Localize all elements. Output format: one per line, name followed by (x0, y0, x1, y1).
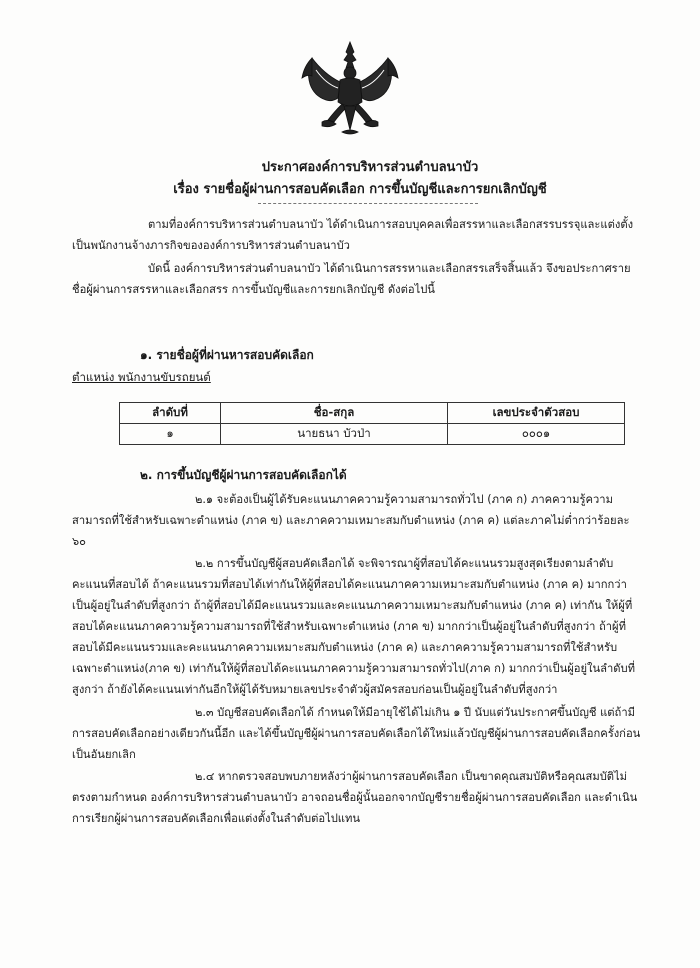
column-header-order: ลำดับที่ (120, 403, 221, 424)
table-header-row (120, 403, 625, 424)
intro-paragraph-2: บัดนี้ องค์การบริหารส่วนตำบลนาบัว ได้ดำเนินการสรรหาและเลือกสรรเสร็จสิ้นแล้ว จึงขอประกาศรายชื่อผู้ผ่านการสรรหาและเลือกสรร การขึ้นบัญชีและการยกเลิกบัญชี ดังต่อไปนี้ (72, 262, 631, 296)
cell-order: ๑ (120, 424, 221, 445)
cell-exam-id: ๐๐๐๑ (448, 424, 625, 445)
cell-name: นายธนา บัวป่า (221, 424, 448, 445)
table-row (120, 424, 625, 445)
column-header-name: ชื่อ-สกุล (221, 403, 448, 424)
section-2-item-3: ๒.๓ บัญชีสอบคัดเลือกได้ กำหนดให้มีอายุใช้ได้ไม่เกิน ๑ ปี นับแต่วันประกาศขึ้นบัญชี แต่ถ้ามีการสอบคัดเลือกอย่างเดียวกันนี้อีก และได้ขึ้นบัญชีผู้ผ่านการสอบคัดเลือกได้ใหม่แล้วบัญชีผู้ผ่านการสอบคัดเลือกครั้งก่อนเป็นอันยกเลิก (72, 706, 641, 761)
section-2-item-1: ๒.๑ จะต้องเป็นผู้ได้รับคะแนนภาคความรู้ความสามารถทั่วไป (ภาค ก) ภาคความรู้ความสามารถที่ใช้สำหรับเฉพาะตำแหน่ง (ภาค ข) และภาคความเหมาะสมกับตำแหน่ง (ภาค ค) แต่ละภาคไม่ต่ำกว่าร้อยละ ๖๐ (72, 493, 630, 548)
passed-candidates-table (119, 402, 625, 445)
intro-paragraph-1: ตามที่องค์การบริหารส่วนตำบลนาบัว ได้ดำเนินการสอบบุคคลเพื่อสรรหาและเลือกสรรบรรจุและแต่งตั้งเป็นพนักงานจ้างภารกิจขององค์การบริหารส่วนตำบลนาบัว (72, 218, 634, 252)
section-2-heading: ๒. การขึ้นบัญชีผู้ผ่านการสอบคัดเลือกได้ (140, 468, 347, 482)
announcement-title (0, 158, 700, 199)
garuda-emblem-icon (300, 40, 400, 138)
section-2-item-2: ๒.๒ การขึ้นบัญชีผู้สอบคัดเลือกได้ จะพิจารณาผู้ที่สอบได้คะแนนรวมสูงสุดเรียงตามลำดับคะแนนที่สอบได้ ถ้าคะแนนรวมที่สอบได้เท่ากันให้ผู้ที่สอบได้คะแนนภาคความเหมาะสมกับตำแหน่ง (ภาค ค) มากกว่าเป็นผู้อยู่ในลำดับที่สูงกว่า ถ้าผู้ที่สอบได้มีคะแนนรวมและคะแนนภาคความเหมาะสมกับตำแหน่ง (ภาค ค) เท่ากัน ให้ผู้ที่สอบได้คะแนนภาคความรู้ความสามารถที่ใช้สำหรับเฉพาะตำแหน่ง (ภาค ข) มากกว่าเป็นผู้อยู่ในลำดับที่สูงกว่า ถ้าผู้ที่สอบได้มีคะแนนรวมและคะแนนภาคความเหมาะสมกับตำแหน่ง (ภาค ค) และภาคความรู้ความสามารถที่ใช้สำหรับเฉพาะตำแหน่ง(ภาค ข) เท่ากันให้ผู้ที่สอบได้คะแนนภาคความรู้ความสามารถทั่วไป(ภาค ก) มากกว่าเป็นผู้อยู่ในลำดับที่สูงกว่า ถ้ายังได้คะแนนเท่ากันอีกให้ผู้ได้รับหมายเลขประจำตัวผู้สมัครสอบก่อนเป็นผู้อยู่ในลำดับที่สูงกว่า (72, 557, 636, 696)
title-organization: ประกาศองค์การบริหารส่วนตำบลนาบัว (261, 160, 479, 175)
title-divider (258, 203, 478, 204)
section-1-heading: ๑. รายชื่อผู้ที่ผ่านหารสอบคัดเลือก (140, 348, 314, 362)
position-label: ตำแหน่ง พนักงานขับรถยนต์ (72, 370, 211, 384)
column-header-exam-id: เลขประจำตัวสอบ (448, 403, 625, 424)
section-2-item-4: ๒.๔ หากตรวจสอบพบภายหลังว่าผู้ผ่านการสอบคัดเลือก เป็นขาดคุณสมบัติหรือคุณสมบัติไม่ตรงตามกำหนด องค์การบริหารส่วนตำบลนาบัว อาจถอนชื่อผู้นั้นออกจากบัญชีรายชื่อผู้ผ่านการสอบคัดเลือก และดำเนินการเรียกผู้ผ่านการสอบคัดเลือกเพื่อแต่งตั้งในลำดับต่อไปแทน (72, 770, 638, 825)
title-subject: เรื่อง รายชื่อผู้ผ่านการสอบคัดเลือก การขึ้นบัญชีและการยกเลิกบัญชี (173, 182, 547, 197)
